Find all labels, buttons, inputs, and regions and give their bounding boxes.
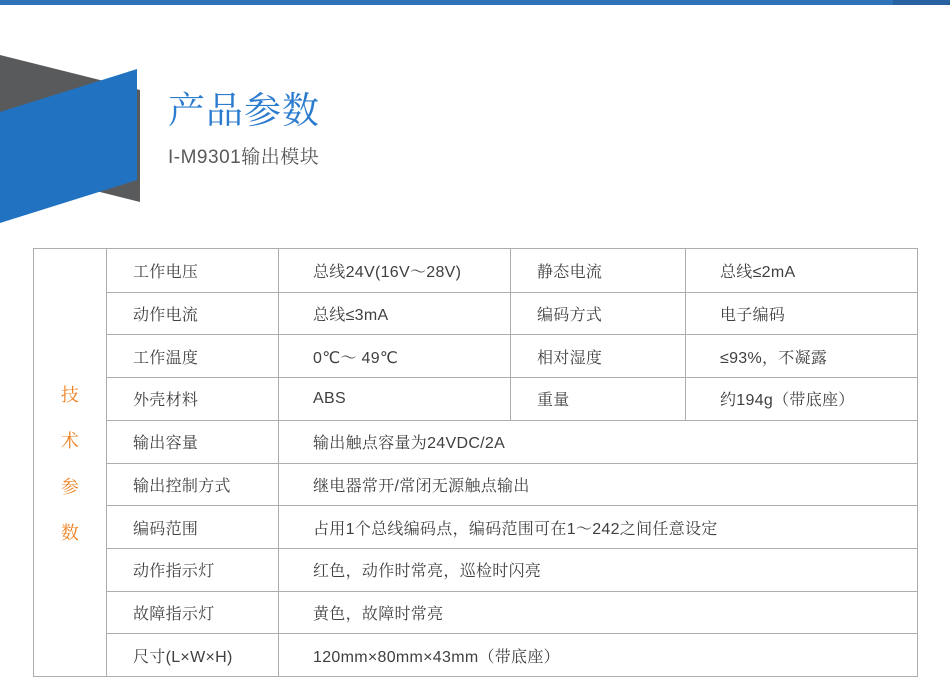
- spec-value: 继电器常开/常闭无源触点输出: [278, 463, 917, 506]
- spec-label: 编码方式: [510, 292, 685, 335]
- side-label-char: 数: [60, 522, 80, 543]
- spec-table: [33, 248, 918, 677]
- spec-label: 重量: [510, 377, 685, 420]
- spec-label: 工作电压: [106, 249, 278, 292]
- spec-value: 总线24V(16V～28V): [278, 249, 510, 292]
- page-title: 产品参数: [168, 90, 320, 131]
- side-label-char: 术: [60, 430, 80, 451]
- spec-value: 电子编码: [685, 292, 917, 335]
- table-side-label: [34, 249, 106, 676]
- spec-label: 工作温度: [106, 334, 278, 377]
- spec-value: 120mm×80mm×43mm（带底座）: [278, 633, 917, 676]
- spec-value: 总线≤2mA: [685, 249, 917, 292]
- spec-value: 输出触点容量为24VDC/2A: [278, 420, 917, 463]
- page-header: [168, 90, 320, 169]
- top-accent-bar-end: [893, 0, 950, 5]
- spec-label: 静态电流: [510, 249, 685, 292]
- side-label-char: 技: [60, 384, 80, 405]
- spec-value: 总线≤3mA: [278, 292, 510, 335]
- spec-label: 相对湿度: [510, 334, 685, 377]
- spec-label: 输出控制方式: [106, 463, 278, 506]
- spec-value: 黄色，故障时常亮: [278, 591, 917, 634]
- side-label-char: 参: [60, 476, 80, 497]
- spec-label: 输出容量: [106, 420, 278, 463]
- spec-value: 红色，动作时常亮，巡检时闪亮: [278, 548, 917, 591]
- spec-label: 编码范围: [106, 505, 278, 548]
- spec-value: 占用1个总线编码点，编码范围可在1～242之间任意设定: [278, 505, 917, 548]
- spec-value: ≤93%，不凝露: [685, 334, 917, 377]
- page-subtitle: I-M9301输出模块: [168, 147, 320, 168]
- spec-label: 尺寸(L×W×H): [106, 633, 278, 676]
- spec-value: ABS: [278, 377, 510, 420]
- spec-value: 0℃～ 49℃: [278, 334, 510, 377]
- spec-label: 故障指示灯: [106, 591, 278, 634]
- banner-decoration: [0, 0, 150, 230]
- spec-value: 约194g（带底座）: [685, 377, 917, 420]
- spec-label: 外壳材料: [106, 377, 278, 420]
- spec-label: 动作电流: [106, 292, 278, 335]
- spec-label: 动作指示灯: [106, 548, 278, 591]
